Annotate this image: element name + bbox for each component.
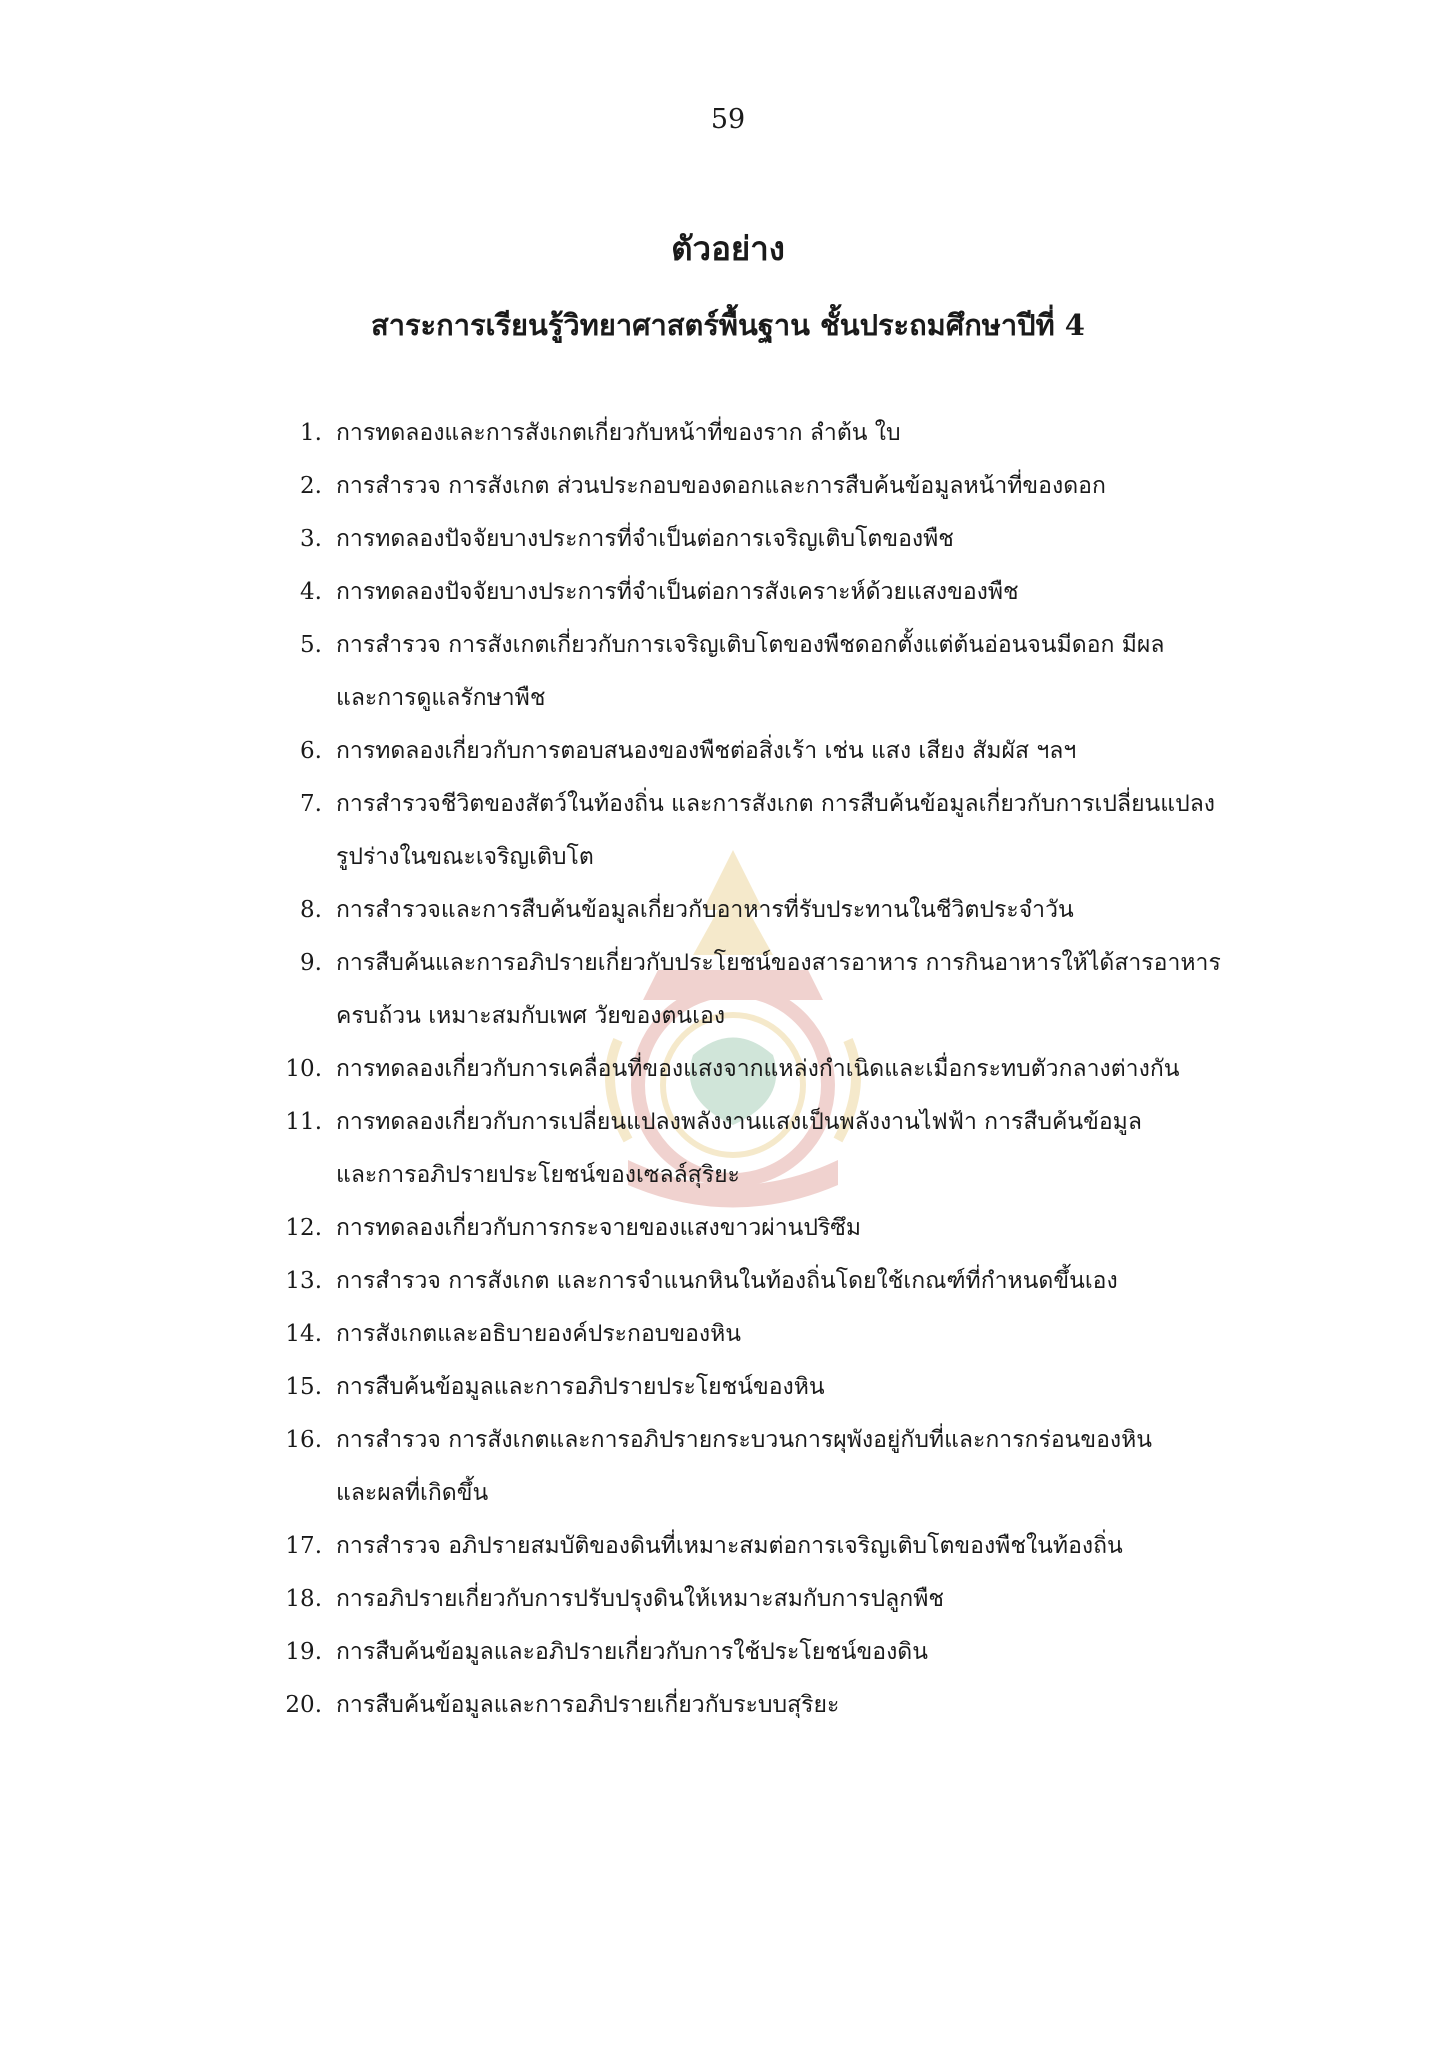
list-item-number: 17. <box>285 1533 322 1559</box>
list-item <box>272 1573 1332 1626</box>
list-item-text: การอภิปรายเกี่ยวกับการปรับปรุงดินให้เหมาะสมกับการปลูกพืช <box>336 1586 944 1612</box>
list-item-number: 2. <box>300 473 322 499</box>
list-item <box>272 1043 1332 1096</box>
list-item <box>272 513 1332 566</box>
list-item <box>272 1255 1332 1308</box>
list-item-text: และการอภิปรายประโยชน์ของเซลล์สุริยะ <box>336 1162 740 1188</box>
list-item <box>272 460 1332 513</box>
list-item-number: 7. <box>300 791 322 817</box>
list-item <box>272 407 1332 460</box>
list-item-number: 1. <box>300 420 322 446</box>
list-item <box>272 725 1332 778</box>
list-item-text: และผลที่เกิดขึ้น <box>336 1480 489 1506</box>
list-item-text: รูปร่างในขณะเจริญเติบโต <box>336 844 594 870</box>
content-list <box>272 407 1332 1732</box>
list-item-text: การทดลองปัจจัยบางประการที่จำเป็นต่อการสังเคราะห์ด้วยแสงของพืช <box>336 579 1019 605</box>
list-item-number: 10. <box>285 1056 322 1082</box>
list-item-text: การสืบค้นข้อมูลและอภิปรายเกี่ยวกับการใช้ประโยชน์ของดิน <box>336 1639 928 1665</box>
list-item-number: 4. <box>300 579 322 605</box>
list-item-text: การสำรวจ การสังเกตและการอภิปรายกระบวนการผุพังอยู่กับที่และการกร่อนของหิน <box>336 1427 1153 1453</box>
list-item-text: การสำรวจ อภิปรายสมบัติของดินที่เหมาะสมต่อการเจริญเติบโตของพืชในท้องถิ่น <box>336 1533 1123 1559</box>
list-item-text: การสำรวจ การสังเกต ส่วนประกอบของดอกและการสืบค้นข้อมูลหน้าที่ของดอก <box>336 473 1106 499</box>
list-item-text: การสืบค้นและการอภิปรายเกี่ยวกับประโยชน์ของสารอาหาร การกินอาหารให้ได้สารอาหาร <box>336 950 1221 976</box>
list-item-text: การทดลองและการสังเกตเกี่ยวกับหน้าที่ของราก ลำต้น ใบ <box>336 420 901 446</box>
list-item <box>272 566 1332 619</box>
list-item-number: 14. <box>285 1321 322 1347</box>
list-item <box>272 1520 1332 1573</box>
list-item <box>272 1361 1332 1414</box>
list-item-text: การทดลองเกี่ยวกับการเปลี่ยนแปลงพลังงานแสงเป็นพลังงานไฟฟ้า การสืบค้นข้อมูล <box>336 1109 1142 1135</box>
list-item <box>272 1414 1332 1520</box>
page-subtitle: สาระการเรียนรู้วิทยาศาสตร์พื้นฐาน ชั้นประถมศึกษาปีที่ 4 <box>371 308 1085 342</box>
list-item-number: 19. <box>285 1639 322 1665</box>
page-number: 59 <box>710 104 746 135</box>
list-item <box>272 619 1332 725</box>
list-item-number: 5. <box>300 632 322 658</box>
list-item <box>272 1679 1332 1732</box>
list-item-number: 3. <box>300 526 322 552</box>
list-item-number: 11. <box>285 1109 322 1135</box>
list-item-number: 8. <box>300 897 322 923</box>
list-item-text: การทดลองเกี่ยวกับการเคลื่อนที่ของแสงจากแหล่งกำเนิดและเมื่อกระทบตัวกลางต่างกัน <box>336 1056 1180 1082</box>
list-item <box>272 778 1332 884</box>
list-item-number: 18. <box>285 1586 322 1612</box>
page-title: ตัวอย่าง <box>671 229 785 268</box>
list-item-text: การสังเกตและอธิบายองค์ประกอบของหิน <box>336 1321 742 1347</box>
list-item-text: การสืบค้นข้อมูลและการอภิปรายประโยชน์ของหิน <box>336 1374 825 1400</box>
list-item <box>272 1626 1332 1679</box>
list-item-number: 13. <box>285 1268 322 1294</box>
list-item-number: 6. <box>300 738 322 764</box>
list-item-number: 9. <box>300 950 322 976</box>
list-item-text: การสำรวจ การสังเกตเกี่ยวกับการเจริญเติบโตของพืชดอกตั้งแต่ต้นอ่อนจนมีดอก มีผล <box>336 632 1165 658</box>
list-item <box>272 1096 1332 1202</box>
list-item-number: 15. <box>285 1374 322 1400</box>
list-item-text: การสำรวจชีวิตของสัตว์ในท้องถิ่น และการสังเกต การสืบค้นข้อมูลเกี่ยวกับการเปลี่ยนแปลง <box>336 791 1216 817</box>
list-item-text: การสืบค้นข้อมูลและการอภิปรายเกี่ยวกับระบบสุริยะ <box>336 1692 840 1718</box>
list-item-number: 12. <box>285 1215 322 1241</box>
list-item-text: การสำรวจ การสังเกต และการจำแนกหินในท้องถิ่นโดยใช้เกณฑ์ที่กำหนดขึ้นเอง <box>336 1268 1118 1294</box>
list-item-text: การสำรวจและการสืบค้นข้อมูลเกี่ยวกับอาหารที่รับประทานในชีวิตประจำวัน <box>336 897 1074 923</box>
list-item <box>272 1308 1332 1361</box>
list-item-number: 20. <box>285 1692 322 1718</box>
list-item-text: ครบถ้วน เหมาะสมกับเพศ วัยของตนเอง <box>336 1003 726 1029</box>
list-item-number: 16. <box>285 1427 322 1453</box>
list-item-text: การทดลองเกี่ยวกับการตอบสนองของพืชต่อสิ่งเร้า เช่น แสง เสียง สัมผัส ฯลฯ <box>336 738 1077 764</box>
list-item-text: และการดูแลรักษาพืช <box>336 685 546 711</box>
list-item-text: การทดลองปัจจัยบางประการที่จำเป็นต่อการเจริญเติบโตของพืช <box>336 526 954 552</box>
list-item <box>272 937 1332 1043</box>
list-item-text: การทดลองเกี่ยวกับการกระจายของแสงขาวผ่านปริซึม <box>336 1215 862 1241</box>
list-item <box>272 1202 1332 1255</box>
list-item <box>272 884 1332 937</box>
